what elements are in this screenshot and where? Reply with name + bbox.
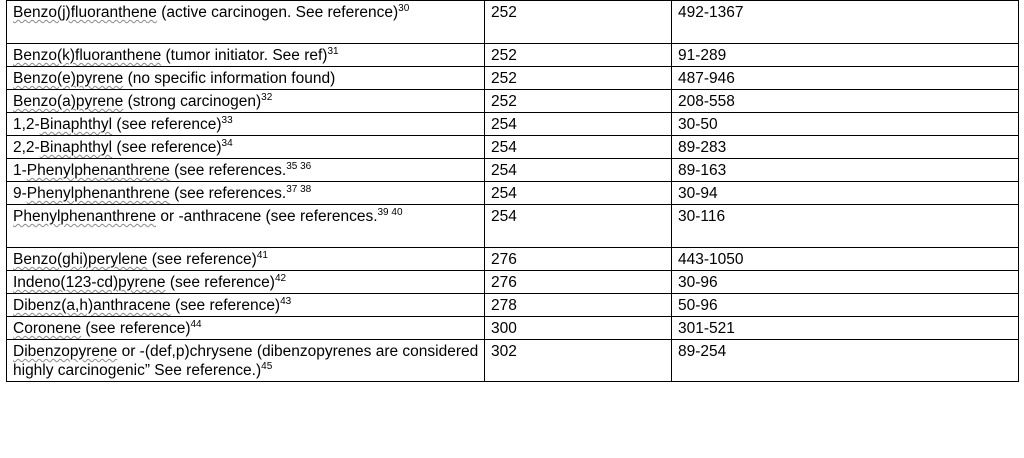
mass-cell: 300 xyxy=(485,317,672,340)
compound-name: Dibenz(a,h)anthracene xyxy=(13,297,171,314)
mass-cell: 276 xyxy=(485,271,672,294)
mass-cell: 254 xyxy=(485,136,672,159)
compound-note: (no specific information found) xyxy=(123,70,336,87)
mass-cell: 252 xyxy=(485,44,672,67)
reference-number: 33 xyxy=(221,115,233,126)
mass-cell: 254 xyxy=(485,113,672,136)
reference-number: 41 xyxy=(256,250,268,261)
compound-cell xyxy=(7,67,485,90)
compound-name: Coronene xyxy=(13,320,82,337)
table-row xyxy=(7,340,1019,382)
compound-cell xyxy=(7,248,485,271)
compound-note: (tumor initiator. See ref) xyxy=(161,47,328,64)
compound-cell xyxy=(7,44,485,67)
range-cell: 443-1050 xyxy=(672,248,1019,271)
reference-number: 37 38 xyxy=(286,184,312,195)
compound-note: (strong carcinogen) xyxy=(123,93,262,110)
reference-number: 39 40 xyxy=(377,207,403,218)
range-cell: 492-1367 xyxy=(672,1,1019,44)
range-cell: 487-946 xyxy=(672,67,1019,90)
range-cell: 30-96 xyxy=(672,271,1019,294)
mass-cell: 252 xyxy=(485,90,672,113)
compound-prefix: 9- xyxy=(13,185,27,202)
compound-prefix: 1- xyxy=(13,162,27,179)
table-row xyxy=(7,90,1019,113)
compound-name: Benzo(ghi)perylene xyxy=(13,251,148,268)
reference-number: 35 36 xyxy=(286,161,312,172)
table-row xyxy=(7,159,1019,182)
range-cell: 91-289 xyxy=(672,44,1019,67)
compound-name: Benzo(a)pyrene xyxy=(13,93,124,110)
pah-table xyxy=(6,0,1019,382)
range-cell: 50-96 xyxy=(672,294,1019,317)
table-row xyxy=(7,136,1019,159)
table-row xyxy=(7,44,1019,67)
compound-name: Dibenzopyrene xyxy=(13,343,118,360)
range-cell: 89-254 xyxy=(672,340,1019,382)
reference-number: 31 xyxy=(327,46,339,57)
compound-cell xyxy=(7,90,485,113)
table-row xyxy=(7,271,1019,294)
compound-note: or -anthracene (see references. xyxy=(156,208,378,225)
mass-cell: 254 xyxy=(485,159,672,182)
compound-name: Benzo(e)pyrene xyxy=(13,70,124,87)
compound-note: (see reference) xyxy=(170,297,281,314)
compound-cell xyxy=(7,340,485,382)
compound-note: (active carcinogen. See reference) xyxy=(156,4,399,21)
table-row xyxy=(7,248,1019,271)
compound-cell xyxy=(7,271,485,294)
reference-number: 43 xyxy=(280,296,292,307)
range-cell: 30-94 xyxy=(672,182,1019,205)
compound-note: or -(def,p)chrysene (dibenzopyrenes are considered highly carcinogenic” See reference.) xyxy=(13,343,479,379)
range-cell: 89-283 xyxy=(672,136,1019,159)
range-cell: 30-50 xyxy=(672,113,1019,136)
reference-number: 32 xyxy=(261,92,273,103)
reference-number: 45 xyxy=(261,361,273,372)
reference-number: 44 xyxy=(190,319,202,330)
mass-cell: 252 xyxy=(485,1,672,44)
compound-name: Phenylphenanthrene xyxy=(26,162,170,179)
compound-cell xyxy=(7,205,485,248)
range-cell: 208-558 xyxy=(672,90,1019,113)
compound-name: Phenylphenanthrene xyxy=(26,185,170,202)
compound-cell xyxy=(7,159,485,182)
mass-cell: 302 xyxy=(485,340,672,382)
compound-cell xyxy=(7,1,485,44)
compound-cell xyxy=(7,294,485,317)
table-row xyxy=(7,317,1019,340)
compound-name: Benzo(j)fluoranthene xyxy=(13,4,157,21)
table-row xyxy=(7,67,1019,90)
compound-name: Indeno(123-cd)pyrene xyxy=(13,274,166,291)
compound-cell xyxy=(7,113,485,136)
compound-note: (see references. xyxy=(169,162,287,179)
compound-note: (see reference) xyxy=(81,320,191,337)
compound-name: Phenylphenanthrene xyxy=(13,208,157,225)
compound-note: (see reference) xyxy=(147,251,257,268)
table-row xyxy=(7,1,1019,44)
compound-prefix: 2,2- xyxy=(13,139,40,156)
range-cell: 89-163 xyxy=(672,159,1019,182)
reference-number: 30 xyxy=(398,3,410,14)
table-row xyxy=(7,182,1019,205)
compound-prefix: 1,2- xyxy=(13,116,40,133)
reference-number: 42 xyxy=(274,273,287,284)
table-row xyxy=(7,113,1019,136)
table-row xyxy=(7,294,1019,317)
table-row xyxy=(7,205,1019,248)
mass-cell: 276 xyxy=(485,248,672,271)
compound-note: (see reference) xyxy=(112,116,222,133)
mass-cell: 254 xyxy=(485,205,672,248)
compound-name: Binaphthyl xyxy=(39,116,113,133)
reference-number: 34 xyxy=(221,138,233,149)
compound-note: (see references. xyxy=(169,185,287,202)
mass-cell: 278 xyxy=(485,294,672,317)
mass-cell: 254 xyxy=(485,182,672,205)
compound-cell xyxy=(7,136,485,159)
compound-name: Binaphthyl xyxy=(39,139,113,156)
range-cell: 30-116 xyxy=(672,205,1019,248)
compound-note: (see reference) xyxy=(112,139,222,156)
mass-cell: 252 xyxy=(485,67,672,90)
range-cell: 301-521 xyxy=(672,317,1019,340)
compound-name: Benzo(k)fluoranthene xyxy=(13,47,162,64)
compound-cell xyxy=(7,182,485,205)
compound-cell xyxy=(7,317,485,340)
compound-note: (see reference) xyxy=(165,274,275,291)
